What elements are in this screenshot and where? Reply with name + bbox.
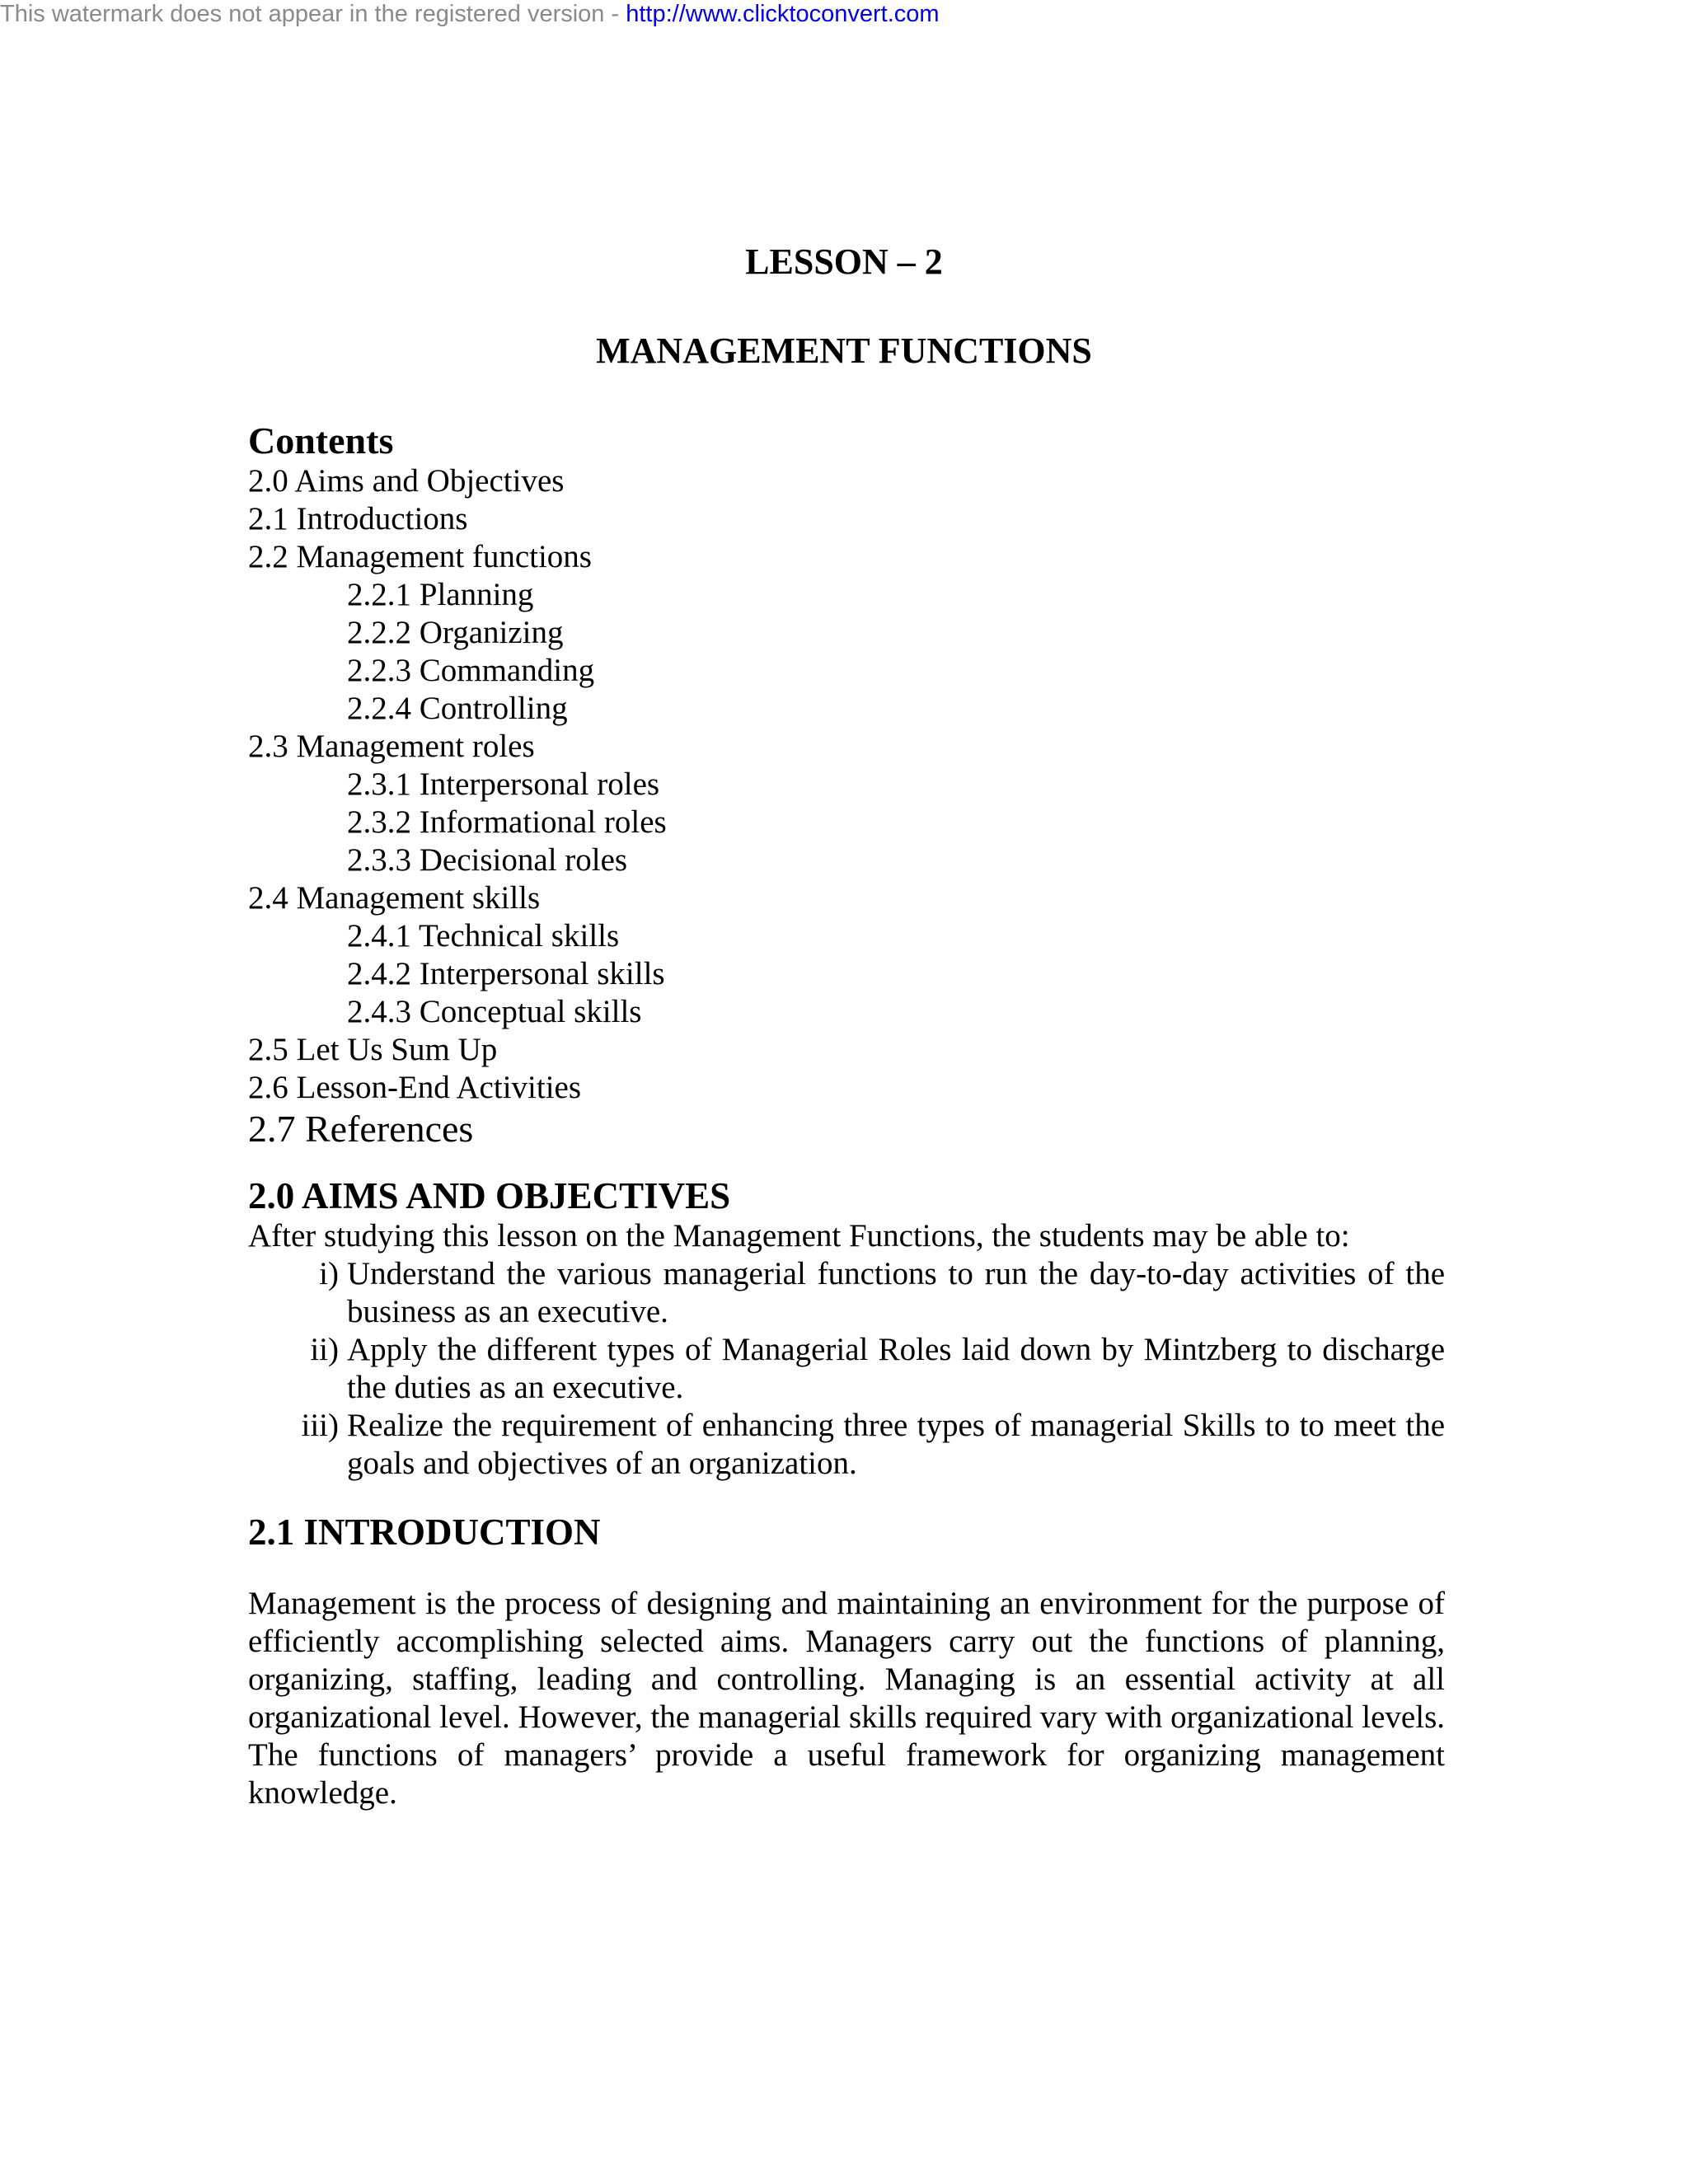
aims-heading: 2.0 AIMS AND OBJECTIVES	[248, 1175, 731, 1216]
lesson-number: LESSON – 2	[745, 241, 943, 282]
contents-heading: Contents	[248, 419, 394, 462]
objective-number: i)	[319, 1256, 339, 1291]
objective-item	[248, 1255, 1445, 1331]
objective-number: ii)	[310, 1332, 339, 1367]
introduction-heading: 2.1 INTRODUCTION	[248, 1511, 601, 1553]
objective-number: iii)	[301, 1408, 339, 1443]
lesson-title: MANAGEMENT FUNCTIONS	[596, 330, 1092, 371]
toc-item: 2.5 Let Us Sum Up	[248, 1032, 498, 1067]
toc-item: 2.6 Lesson-End Activities	[248, 1070, 582, 1105]
toc-subitem: 2.3.2 Informational roles	[347, 804, 667, 840]
toc-subitem: 2.2.4 Controlling	[347, 691, 568, 726]
toc-subitem: 2.4.1 Technical skills	[347, 918, 620, 954]
toc-subitem: 2.3.1 Interpersonal roles	[347, 766, 660, 802]
toc-item: 2.7 References	[248, 1108, 474, 1150]
toc-subitem: 2.2.1 Planning	[347, 577, 534, 612]
toc-item: 2.1 Introductions	[248, 501, 468, 537]
objective-text: Understand the various managerial functions to run the day-to-day activities of the business as an executive.	[347, 1256, 1445, 1329]
toc-item: 2.0 Aims and Objectives	[248, 463, 565, 499]
toc-subitem: 2.2.3 Commanding	[347, 653, 595, 688]
contents-list	[248, 462, 1445, 1151]
toc-subitem: 2.4.2 Interpersonal skills	[347, 956, 665, 991]
toc-item: 2.4 Management skills	[248, 880, 541, 916]
toc-subitem: 2.4.3 Conceptual skills	[347, 994, 642, 1029]
objectives-list	[248, 1255, 1445, 1483]
objective-text: Realize the requirement of enhancing three types of managerial Skills to to meet the goals and objectives of an organization.	[347, 1408, 1445, 1481]
watermark	[0, 0, 940, 28]
aims-intro: After studying this lesson on the Management Functions, the students may be able to:	[248, 1218, 1350, 1254]
toc-item: 2.2 Management functions	[248, 539, 592, 574]
toc-subitem: 2.2.2 Organizing	[347, 615, 564, 650]
objective-text: Apply the different types of Managerial Roles laid down by Mintzberg to discharge the duties as an executive.	[347, 1332, 1445, 1405]
objective-item	[248, 1407, 1445, 1483]
watermark-link[interactable]: http://www.clicktoconvert.com	[626, 1, 940, 27]
watermark-text: This watermark does not appear in the registered version -	[0, 1, 626, 27]
objective-item	[248, 1331, 1445, 1407]
page-content	[248, 416, 1445, 1812]
introduction-paragraph: Management is the process of designing and maintaining an environment for the purpose of efficiently accomplishing selected aims. Managers carry out the functions of planning, organizing, staffing, leading and controlling. Managing is an essential activity at all organizational level. However, the managerial skills required vary with organizational levels. The functions of managers’ provide a useful framework for organizing management knowledge.	[248, 1586, 1445, 1811]
toc-item: 2.3 Management roles	[248, 729, 535, 764]
toc-subitem: 2.3.3 Decisional roles	[347, 842, 628, 878]
